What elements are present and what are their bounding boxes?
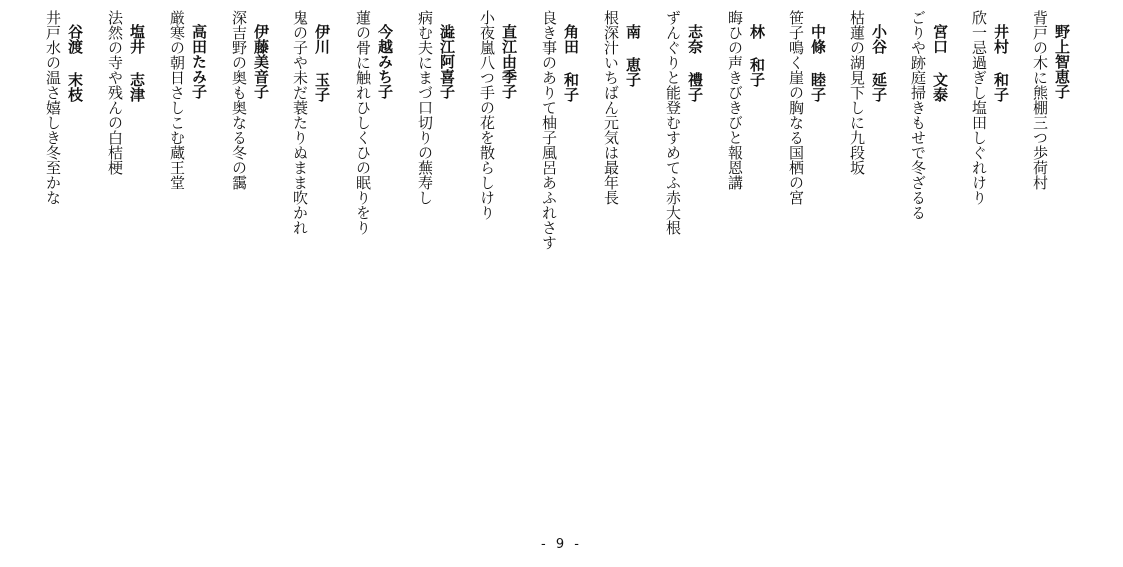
author-name: 塩井 志津 — [128, 24, 146, 102]
author-name: 伊川 玉子 — [313, 24, 331, 102]
author-name: 宮口 文泰 — [931, 24, 949, 102]
haiku-text: 根深汁いちばん元気は最年長 — [602, 10, 620, 205]
author-name: 林 和子 — [748, 24, 766, 87]
author-name: 澁江阿喜子 — [438, 24, 456, 99]
author-name: 谷渡 末枝 — [66, 24, 84, 102]
author-name: 野上智恵子 — [1053, 24, 1071, 99]
author-name: 南 恵子 — [624, 24, 642, 87]
author-name: 角田 和子 — [562, 24, 580, 102]
haiku-text: 法然の寺や残んの白桔梗 — [106, 10, 124, 175]
haiku-text: 背戸の木に熊棚三つ歩荷村 — [1031, 10, 1049, 190]
author-name: 井村 和子 — [992, 24, 1010, 102]
haiku-text: 小夜嵐八つ手の花を散らしけり — [478, 10, 496, 220]
page-number: - 9 - — [541, 537, 582, 552]
author-name: 高田たみ子 — [190, 24, 208, 99]
haiku-text: 蓮の骨に触れひしくひの眠りをり — [354, 10, 372, 235]
author-name: 小谷 延子 — [870, 24, 888, 102]
haiku-text: 深吉野の奥も奥なる冬の靄 — [230, 10, 248, 190]
author-name: 中條 睦子 — [809, 24, 827, 102]
haiku-text: 鬼の子や未だ蓑たりぬまま吹かれ — [291, 10, 309, 235]
haiku-text: 欣一忌過ぎし塩田しぐれけり — [970, 10, 988, 205]
haiku-text: 井戸水の温さ嬉しき冬至かな — [44, 10, 62, 205]
haiku-text: 良き事のありて柚子風呂あふれさす — [540, 10, 558, 250]
author-name: 今越みち子 — [376, 24, 394, 99]
haiku-text: 枯蓮の湖見下しに九段坂 — [848, 10, 866, 175]
haiku-text: 笹子鳴く崖の胸なる国栖の宮 — [787, 10, 805, 205]
haiku-text: ずんぐりと能登むすめてふ赤大根 — [664, 10, 682, 235]
haiku-text: 晦ひの声きびきびと報恩講 — [726, 10, 744, 190]
haiku-text: ごりや跡庭掃きもせで冬ざるる — [909, 10, 927, 220]
haiku-text: 厳寒の朝日さしこむ蔵王堂 — [168, 10, 186, 190]
author-name: 伊藤美音子 — [252, 24, 270, 99]
author-name: 直江由季子 — [500, 24, 518, 99]
haiku-text: 病む夫にまづ口切りの蕪寿し — [416, 10, 434, 205]
author-name: 志奈 禮子 — [686, 24, 704, 102]
